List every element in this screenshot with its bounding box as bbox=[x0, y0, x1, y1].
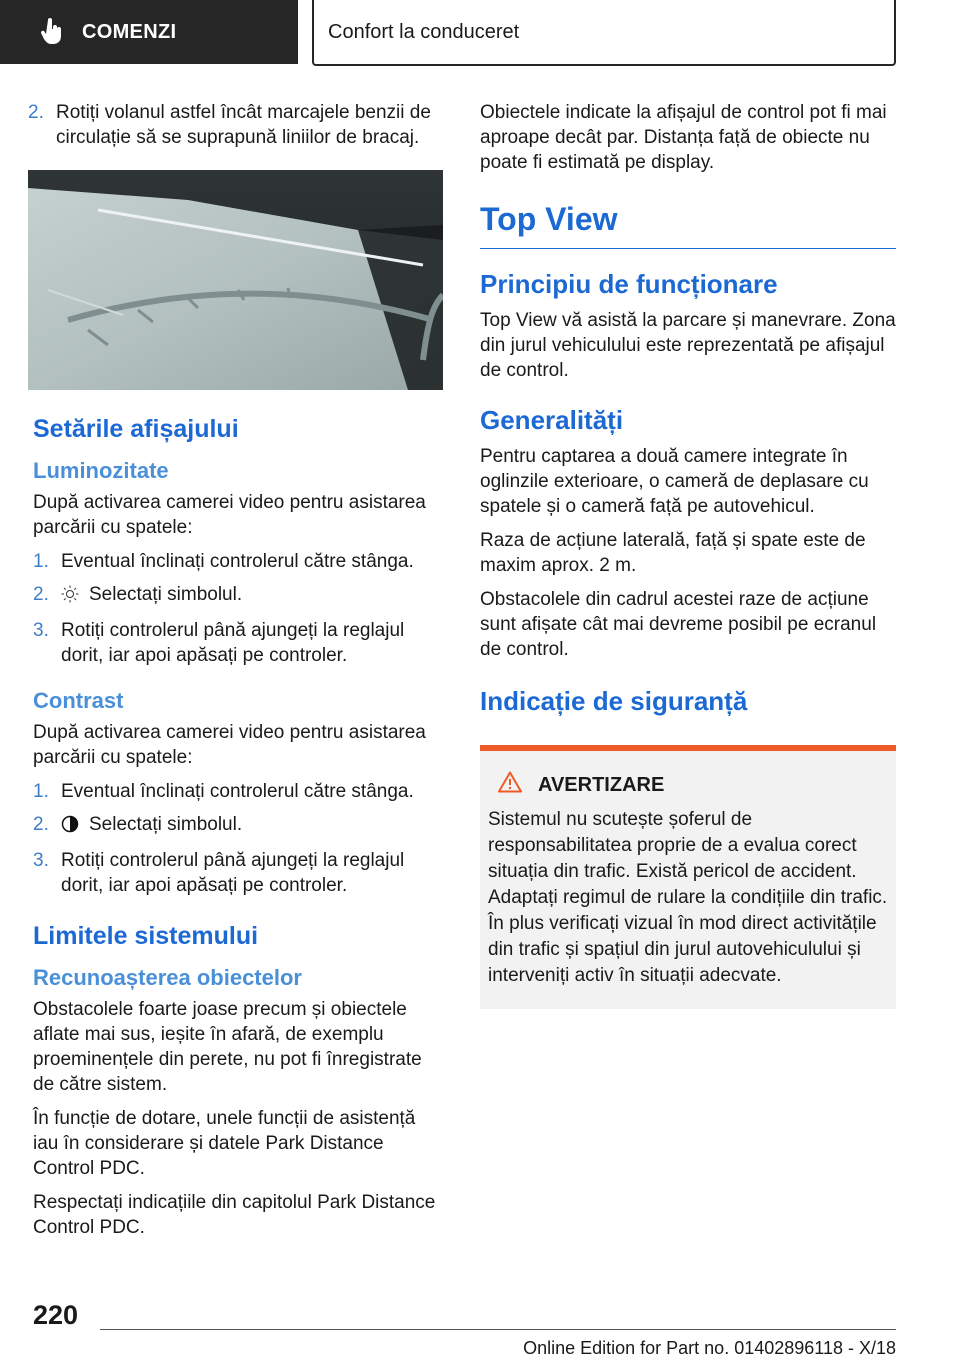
step-text: Rotiți volanul astfel încât marcajele benzii de circulație să se suprapună liniilor de bracaj. bbox=[56, 102, 431, 148]
safety-heading: Indicație de siguranță bbox=[480, 686, 748, 716]
step-number: 2. bbox=[28, 102, 44, 123]
step-number: 3. bbox=[33, 620, 49, 641]
list-item bbox=[33, 549, 445, 574]
step-text: Rotiți controlerul până ajungeți la reglajul dorit, iar apoi apăsați pe controler. bbox=[61, 620, 405, 666]
general-text-2: Raza de acțiune laterală, față și spate este de maxim aprox. 2 m. bbox=[480, 530, 866, 576]
contrast-half-circle-icon bbox=[61, 815, 81, 840]
general-text-1: Pentru captarea a două camere integrate în oglinzile exterioare, o cameră de deplasare cu spatele și o cameră față pe autovehicul. bbox=[480, 446, 869, 517]
step-number: 1. bbox=[33, 781, 49, 802]
step-number: 1. bbox=[33, 551, 49, 572]
right-column bbox=[480, 100, 896, 1009]
detection-heading: Recunoașterea obiectelor bbox=[33, 965, 302, 990]
brightness-intro: După activarea camerei video pentru asistarea parcării cu spatele: bbox=[33, 492, 426, 538]
section-title: COMENZI bbox=[82, 20, 177, 43]
detection-text-3: Respectați indicațiile din capitolul Park Distance Control PDC. bbox=[33, 1192, 436, 1238]
limits-heading: Limitele sistemului bbox=[33, 922, 259, 950]
page-header bbox=[0, 0, 960, 66]
step-number: 2. bbox=[33, 584, 49, 605]
left-column bbox=[28, 100, 445, 158]
warning-box bbox=[480, 745, 896, 1009]
display-settings-section bbox=[33, 415, 445, 1249]
step-number: 3. bbox=[33, 850, 49, 871]
section-tab bbox=[0, 0, 298, 64]
step-text: Rotiți controlerul până ajungeți la reglajul dorit, iar apoi apăsați pe controler. bbox=[61, 850, 405, 896]
warning-triangle-icon bbox=[498, 771, 522, 799]
general-heading: Generalități bbox=[480, 405, 624, 435]
edition-note: Online Edition for Part no. 01402896118 - X/18 bbox=[523, 1338, 896, 1358]
principle-text: Top View vă asistă la parcare și manevrare. Zona din jurul vehiculului este reprezentată pe afișajul de control. bbox=[480, 310, 896, 381]
step-number: 2. bbox=[33, 814, 49, 835]
brightness-heading: Luminozitate bbox=[33, 458, 169, 483]
list-item bbox=[33, 812, 445, 840]
detection-text-2: În funcție de dotare, unele funcții de asistență iau în considerare și datele Park Distance Control PDC. bbox=[33, 1108, 416, 1179]
contrast-intro: După activarea camerei video pentru asistarea parcării cu spatele: bbox=[33, 722, 426, 768]
list-item bbox=[33, 848, 445, 898]
topview-heading: Top View bbox=[480, 201, 896, 249]
step-text: Eventual înclinați controlerul către stânga. bbox=[61, 781, 414, 802]
step-text: Eventual înclinați controlerul către stânga. bbox=[61, 551, 414, 572]
footer-divider bbox=[100, 1329, 896, 1330]
chapter-title: Confort la conduceret bbox=[328, 20, 520, 43]
list-item bbox=[33, 618, 445, 668]
warning-label: AVERTIZARE bbox=[538, 773, 665, 796]
brightness-sun-icon bbox=[61, 585, 81, 610]
detection-text-1: Obstacolele foarte joase precum și obiectele aflate mai sus, ieșite în afară, de exemplu proeminențele din perete, nu pot fi înregistrate de către sistem. bbox=[33, 999, 422, 1095]
camera-display-image bbox=[28, 170, 443, 390]
principle-heading: Principiu de funcționare bbox=[480, 269, 778, 299]
step-text: Selectați simbolul. bbox=[89, 814, 243, 835]
intro-text: Obiectele indicate la afișajul de control pot fi mai aproape decât par. Distanța față de obiecte nu poate fi estimată pe display. bbox=[480, 102, 887, 173]
warning-text: Sistemul nu scutește șoferul de responsabilitatea proprie de a evalua corect situația din trafic. Există pericol de accident. Adaptați regimul de rulare la condițiile din trafic. În plus verificați vizual în mod direct activitățile din trafic și spațiul din jurul autovehiculului și interveniți activ în situații adecvate. bbox=[488, 809, 888, 986]
page-number: 220 bbox=[33, 1300, 79, 1330]
contrast-heading: Contrast bbox=[33, 688, 124, 713]
list-item bbox=[33, 779, 445, 804]
general-text-3: Obstacolele din cadrul acestei raze de acțiune sunt afișate cât mai devreme posibil pe ecranul de control. bbox=[480, 589, 877, 660]
list-item bbox=[33, 582, 445, 610]
chapter-tab bbox=[312, 0, 896, 66]
step-text: Selectați simbolul. bbox=[89, 584, 243, 605]
settings-heading: Setările afișajului bbox=[33, 415, 239, 443]
hand-pointer-icon bbox=[40, 18, 64, 46]
list-item bbox=[28, 100, 445, 150]
